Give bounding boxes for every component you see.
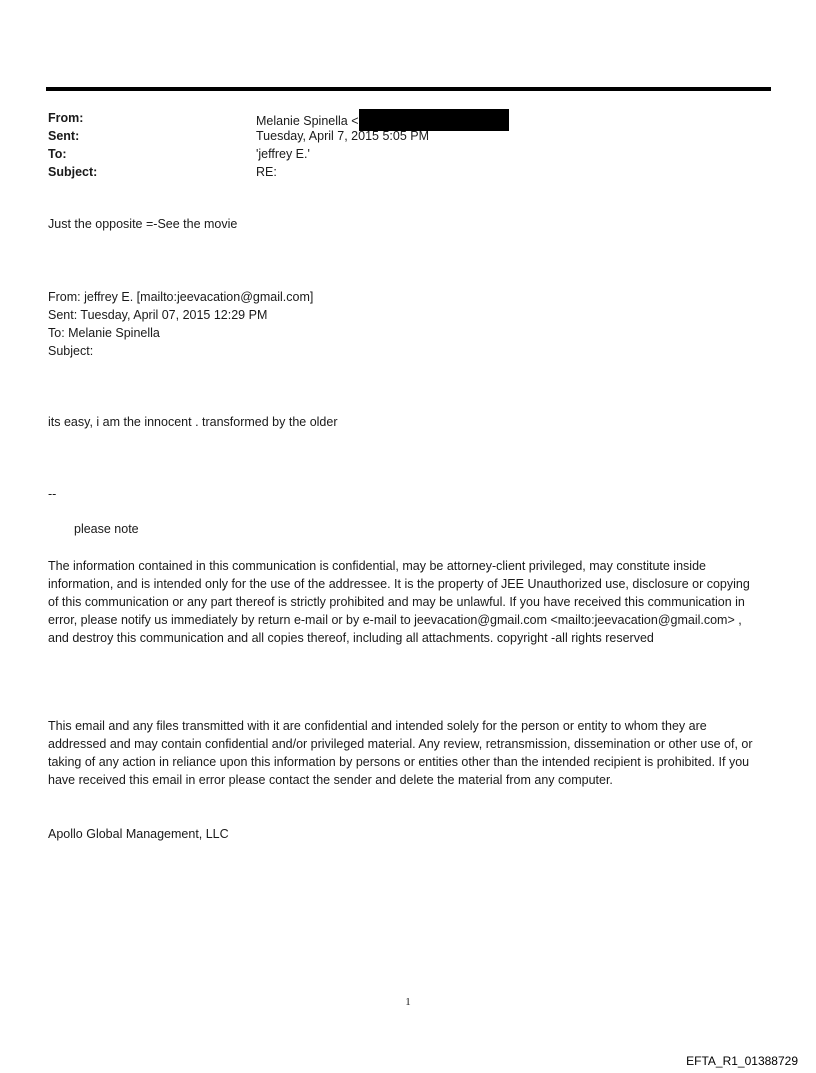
from-label: From:: [48, 111, 84, 125]
to-row: [48, 145, 509, 163]
from-row: [48, 109, 509, 127]
subject-label: Subject:: [48, 165, 98, 179]
reply-body: Just the opposite =-See the movie: [48, 217, 238, 231]
disclaimer-jee: The information contained in this communication is confidential, may be attorney-client privileged, may constitute inside information, and is intended only for the use of the addressee. It is the property of JEE Unauthorized use, disclosure or copying of this communication or any part thereof is strictly prohibited and may be unlawful. If you have received this communication in error, please notify us immediately by return e-mail or by e-mail to jeevacation@gmail.com <mailto:jeevacation@gmail.com> , and destroy this communication and all copies thereof, including all attachments. copyright -all rights reserved: [48, 559, 750, 645]
email-header: [48, 109, 509, 181]
disclaimer-apollo: This email and any files transmitted with it are confidential and intended solely for the person or entity to whom they are addressed and may contain confidential and/or privileged material. Any review, retransmission, dissemination or other use of, or taking of any action in reliance upon this information by persons or entities other than the intended recipient is prohibited. If you have received this email in error please contact the sender and delete the material from any computer.: [48, 719, 753, 787]
sent-value: Tuesday, April 7, 2015 5:05 PM: [256, 129, 430, 143]
header-rule: [46, 87, 771, 91]
quoted-to: To: Melanie Spinella: [48, 326, 160, 340]
please-note: please note: [74, 522, 139, 536]
signature-separator: --: [48, 487, 57, 501]
sent-label: Sent:: [48, 129, 80, 143]
company-name: Apollo Global Management, LLC: [48, 827, 229, 841]
from-name: Melanie Spinella <: [256, 114, 359, 128]
quoted-sent: Sent: Tuesday, April 07, 2015 12:29 PM: [48, 308, 268, 322]
from-value: [256, 109, 509, 127]
to-value: 'jeffrey E.': [256, 147, 310, 161]
quoted-from: From: jeffrey E. [mailto:jeevacation@gmail.com]: [48, 290, 314, 304]
document-id: EFTA_R1_01388729: [686, 1054, 798, 1068]
to-label: To:: [48, 147, 67, 161]
subject-row: [48, 163, 509, 181]
page-number: 1: [405, 996, 411, 1008]
subject-value: RE:: [256, 165, 277, 179]
quoted-body: its easy, i am the innocent . transformed by the older: [48, 415, 338, 429]
quoted-subject: Subject:: [48, 344, 94, 358]
